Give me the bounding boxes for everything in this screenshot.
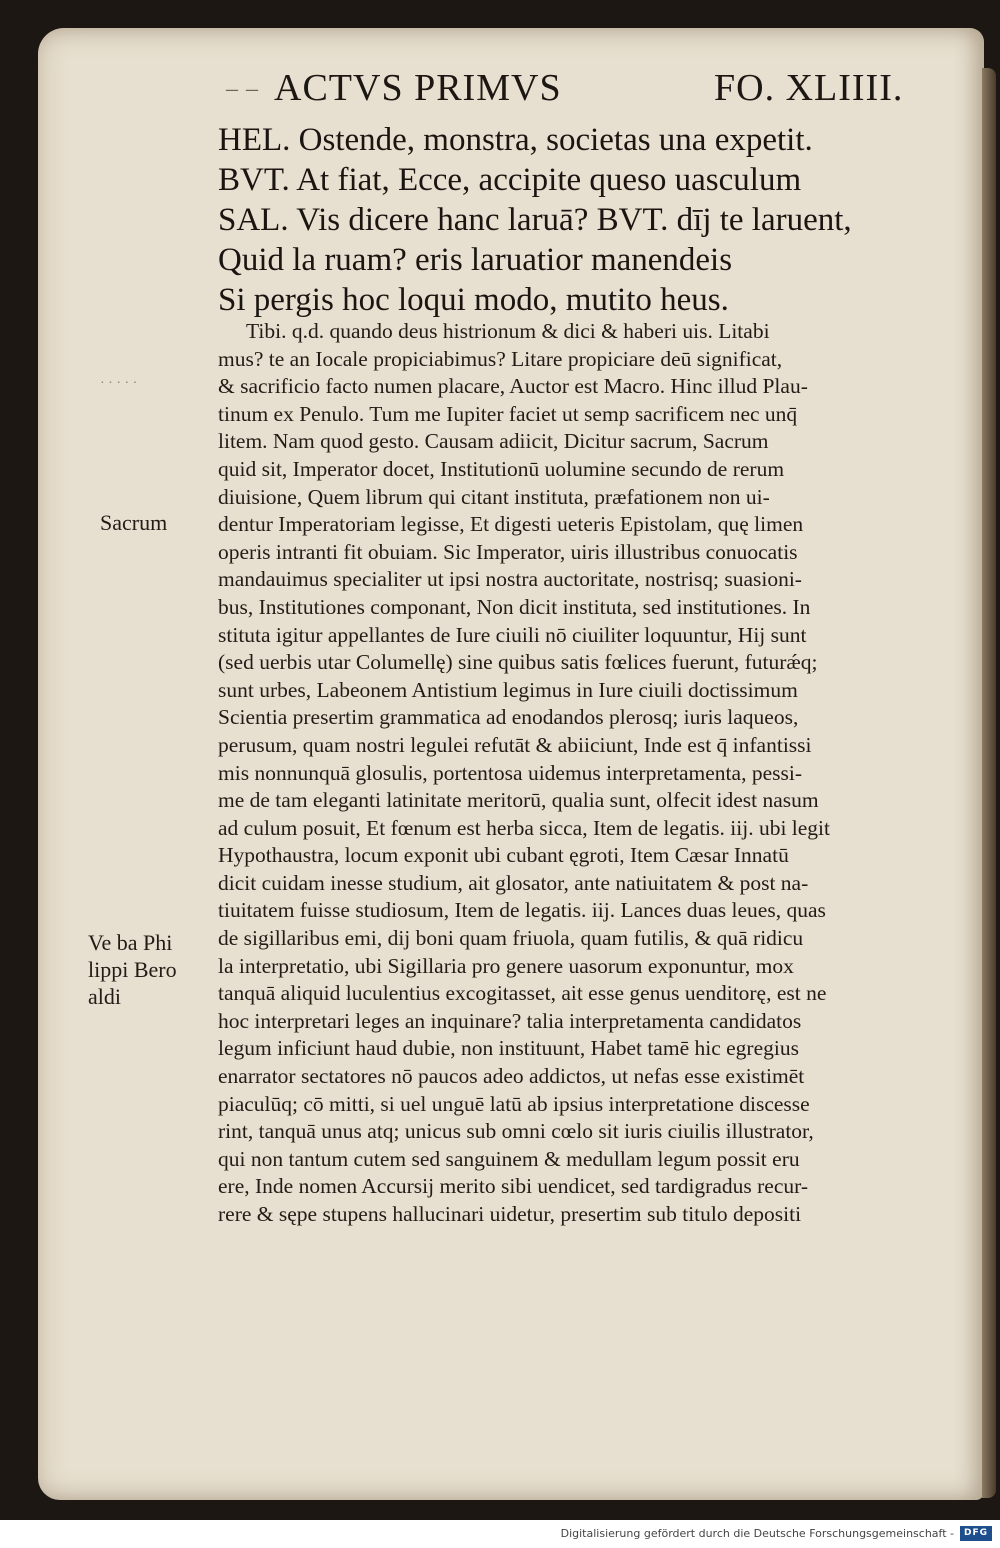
commentary-line: dentur Imperatoriam legisse, Et digesti ueteris Epistolam, quę limen [218, 512, 804, 537]
commentary-line: enarrator sectatores nō paucos adeo addictos, ut nefas esse existimēt [218, 1064, 805, 1089]
commentary-line: qui non tantum cutem sed sanguinem & medullam legum possit eru [218, 1146, 800, 1171]
commentary-line: & sacrificio facto numen placare, Auctor est Macro. Hinc illud Plau- [218, 374, 808, 399]
commentary-line: mus? te an Iocale propiciabimus? Litare propiciare deū significat, [218, 346, 783, 371]
commentary-line: perusum, quam nostri legulei refutāt & abiiciunt, Inde est q̄ infantissi [218, 732, 812, 757]
commentary-line: litem. Nam quod gesto. Causam adiicit, Dicitur sacrum, Sacrum [218, 429, 769, 454]
marginal-note-line: lippi Bero [88, 957, 177, 982]
verse-line: Quid la ruam? eris laruatior manendeis [218, 242, 733, 278]
running-head [38, 66, 984, 110]
verse-block [218, 120, 938, 320]
commentary-line: hoc interpretari leges an inquinare? talia interpretamenta candidatos [218, 1008, 802, 1033]
commentary-line: operis intranti fit obuiam. Sic Imperator, uiris illustribus conuocatis [218, 539, 798, 564]
footer-bar [0, 1520, 1000, 1548]
commentary-line: ere, Inde nomen Accursij merito sibi uendicet, sed tardigradus recur- [218, 1174, 809, 1199]
commentary-line: Tibi. q.d. quando deus histrionum & dici & haberi uis. Litabi [246, 319, 770, 343]
commentary-line: quid sit, Imperator docet, Institutionū uolumine secundo de rerum [218, 456, 785, 481]
verse-line: Si pergis hoc loqui modo, mutito heus. [218, 282, 729, 318]
commentary-line: me de tam eleganti latinitate meritorū, qualia sunt, olfecit idest nasum [218, 788, 819, 813]
verse-line: BVT. At fiat, Ecce, accipite queso uasculum [218, 162, 802, 198]
commentary-line: tiuitatem fuisse studiosum, Item de legatis. iij. Lances duas leues, quas [218, 898, 826, 923]
commentary-line: Hypothaustra, locum exponit ubi cubant ęgroti, Item Cæsar Innatū [218, 843, 789, 868]
commentary-line: stituta igitur appellantes de Iure ciuili nō ciuiliter loquuntur, Hij sunt [218, 622, 807, 647]
commentary-line: mandauimus specialiter ut ipsi nostra auctoritate, nostrisq; suasioni- [218, 567, 802, 592]
commentary-line: piaculūq; cō mitti, si uel unguē latū ab ipsius interpretatione discesse [218, 1091, 810, 1116]
verse-line: SAL. Vis dicere hanc laruā? BVT. dīj te laruent, [218, 202, 852, 238]
running-head-ornament: – – [226, 76, 259, 102]
commentary-line: rere & sępe stupens hallucinari uidetur, presertim sub titulo depositi [218, 1202, 802, 1226]
commentary-line: bus, Institutiones componant, Non dicit instituta, sed institutiones. In [218, 594, 811, 619]
commentary-line: tinum ex Penulo. Tum me Iupiter faciet ut semp sacrificem nec unq̄ [218, 401, 798, 426]
commentary-line: mis nonnunquā glosulis, portentosa uidemus interpretamenta, pessi- [218, 760, 802, 785]
commentary-line: la interpretatio, ubi Sigillaria pro genere uasorum exponuntur, mox [218, 953, 794, 978]
marginal-note-line: aldi [88, 984, 121, 1009]
commentary-block [218, 318, 938, 1229]
commentary-line: dicit cuidam inesse studium, ait glosator, ante natiuitatem & post na- [218, 870, 809, 895]
commentary-line: legum inficiunt haud dubie, non instituunt, Habet tamē hic egregius [218, 1036, 799, 1061]
footer-credit: Digitalisierung gefördert durch die Deutsche Forschungsgemeinschaft - [560, 1527, 954, 1540]
commentary-line: (sed uerbis utar Columellę) sine quibus satis fœlices fuerunt, futurǽq; [218, 650, 818, 675]
commentary-line: sunt urbes, Labeonem Antistium legimus in Iure ciuili doctissimum [218, 677, 798, 702]
commentary-line: ad culum posuit, Et fœnum est herba sicca, Item de legatis. iij. ubi legit [218, 815, 831, 840]
marginal-faint-mark: · · · · · [100, 376, 138, 391]
marginal-note-line: Ve ba Phi [88, 930, 173, 955]
dfg-logo: DFG [960, 1526, 992, 1541]
verse-line: HEL. Ostende, monstra, societas una expetit. [218, 122, 813, 158]
folio-number: FO. XLIIII. [714, 67, 904, 109]
marginal-note-sacrum: Sacrum [100, 510, 168, 535]
running-head-title: ACTVS PRIMVS [274, 67, 562, 109]
commentary-line: tanquā aliquid luculentius excogitasset, ait esse genus uenditorę, est ne [218, 981, 827, 1006]
page-edge-shadow [982, 68, 996, 1498]
page-leaf [38, 28, 984, 1500]
marginal-note-verba [88, 929, 177, 1010]
commentary-line: diuisione, Quem librum qui citant instituta, præfationem non ui- [218, 484, 770, 509]
commentary-line: rint, tanquā unus atq; unicus sub omni cœlo sit iuris ciuilis illustrator, [218, 1119, 814, 1144]
commentary-line: Scientia presertim grammatica ad enodandos plerosq; iuris laqueos, [218, 705, 799, 730]
commentary-line: de sigillaribus emi, dij boni quam friuola, quam futilis, & quā ridicu [218, 926, 804, 951]
